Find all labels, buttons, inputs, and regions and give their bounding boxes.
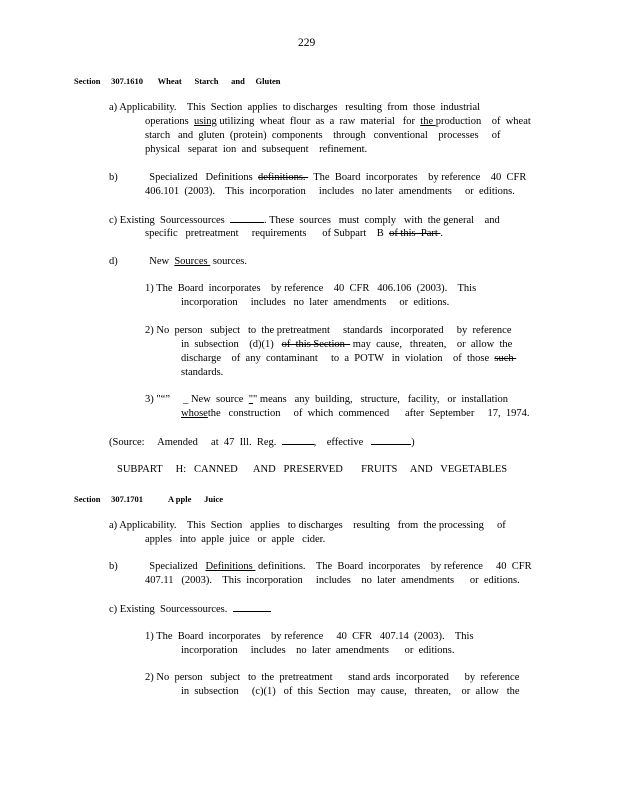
page-number: 229: [298, 37, 316, 49]
paragraph-line: incorporation includes no later amendments or editions.: [181, 297, 450, 308]
underlined-insertion: ": [248, 394, 254, 405]
paragraph-line: physical separat ion and subsequent refinement.: [145, 144, 368, 155]
paragraph-line: apples into apple juice or apple cider.: [145, 534, 326, 545]
struck-blank: [230, 213, 264, 223]
blank-line: [371, 435, 411, 445]
paragraph-line: d) New Sources sources.: [109, 256, 247, 267]
paragraph-line: a) Applicability. This Section applies to discharges resulting from those industrial: [109, 102, 481, 113]
underlined-insertion: the: [420, 116, 436, 127]
paragraph-line: specific pretreatment requirements of Subpart B of this Part .: [145, 228, 444, 239]
paragraph-line: operations using utilizing wheat flour as a raw material for the production of wheat: [145, 116, 531, 127]
paragraph-line: starch and gluten (protein) components through conventional processes of: [145, 130, 501, 141]
paragraph-line: b) Specialized Definitions definitions. The Board incorporates by reference 40 CFR: [109, 561, 532, 572]
paragraph-line: 407.11 (2003). This incorporation includes no later amendments or editions.: [145, 575, 520, 586]
subpart-heading: SUBPART H: CANNED AND PRESERVED FRUITS AND VEGETABLES: [117, 464, 508, 475]
paragraph-line: c) Existing Sourcessources.: [109, 602, 271, 616]
paragraph-line: 1) The Board incorporates by reference 40 CFR 407.14 (2003). This: [145, 631, 474, 642]
paragraph-line: b) Specialized Definitions definitions. The Board incorporates by reference 40 CFR: [109, 172, 527, 183]
struck-blank: [233, 602, 271, 612]
paragraph-line: c) Existing Sourcessources . These sources must comply with the general and: [109, 215, 500, 226]
section-heading: Section 307.1610 Wheat Starch and Gluten: [74, 76, 281, 86]
paragraph-line: 406.101 (2003). This incorporation includes no later amendments or editions.: [145, 186, 515, 197]
paragraph-line: discharge of any contaminant to a POTW in violation of those such: [181, 353, 517, 364]
paragraph-line: a) Applicability. This Section applies to discharges resulting from the processing of: [109, 520, 506, 531]
paragraph-line: 2) No person subject to the pretreatment standards incorporated by reference: [145, 325, 512, 336]
struck-text: of this Part: [389, 228, 441, 239]
underlined-insertion: Definitions: [205, 561, 256, 572]
underlined-insertion: using: [194, 116, 217, 127]
paragraph-line: standards.: [181, 367, 224, 378]
underlined-insertion: whose: [181, 408, 208, 419]
blank-line: [282, 435, 314, 445]
paragraph-line: in subsection (d)(1) of this Section may cause, threaten, or allow the: [181, 339, 513, 350]
struck-text: definitions.: [258, 172, 309, 183]
struck-text: such: [494, 353, 517, 364]
underlined-insertion: Sources: [174, 256, 211, 267]
struck-text: of this Section: [281, 339, 351, 350]
source-note: (Source: Amended at 47 Ill. Reg. , effective ): [109, 437, 415, 448]
paragraph-line: incorporation includes no later amendments or editions.: [181, 645, 455, 656]
paragraph-line: 2) No person subject to the pretreatment stand ards incorporated by reference: [145, 672, 520, 683]
paragraph-line: in subsection (c)(1) of this Section may cause, threaten, or allow the: [181, 686, 520, 697]
section-heading: Section 307.1701 A pple Juice: [74, 494, 223, 504]
paragraph-line: 1) The Board incorporates by reference 40 CFR 406.106 (2003). This: [145, 283, 477, 294]
paragraph-line: whosethe construction of which commenced after September 17, 1974.: [181, 408, 530, 419]
paragraph-line: 3) "“” _ New source "" means any building, structure, facility, or installation: [145, 394, 508, 405]
